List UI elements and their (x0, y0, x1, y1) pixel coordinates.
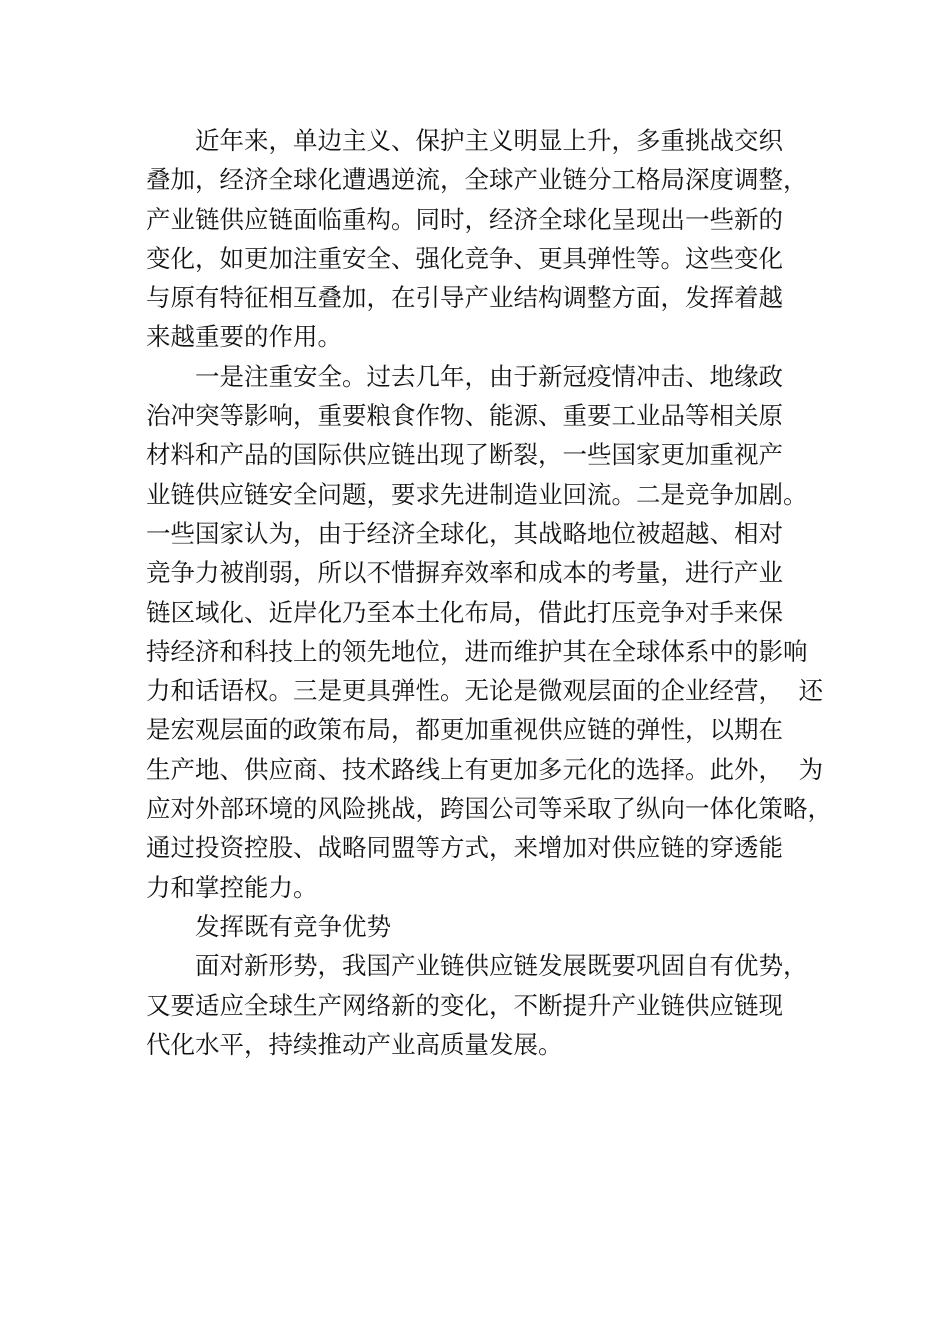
text-line: 链区域化、近岸化乃至本土化布局，借此打压竞争对手来保 (146, 597, 783, 627)
text-line: 变化，如更加注重安全、强化竞争、更具弹性等。这些变化 (146, 243, 783, 273)
text-line: 力和话语权。三是更具弹性。无论是微观层面的企业经营， 还 (146, 676, 824, 706)
section-heading (146, 907, 826, 946)
paragraph-trends (146, 357, 832, 907)
text-line: 持经济和科技上的领先地位，进而维护其在全球体系中的影响 (146, 636, 808, 666)
text-line: 通过投资控股、战略同盟等方式，来增加对供应链的穿透能 (146, 833, 783, 863)
text-line: 又要适应全球生产网络新的变化，不断提升产业链供应链现 (146, 990, 783, 1020)
text-line: 是宏观层面的政策布局，都更加重视供应链的弹性，以期在 (146, 715, 783, 745)
text-line: 面对新形势，我国产业链供应链发展既要巩固自有优势， (195, 951, 808, 981)
text-line: 叠加，经济全球化遭遇逆流，全球产业链分工格局深度调整， (146, 165, 808, 195)
text-line: 与原有特征相互叠加，在引导产业结构调整方面，发挥着越 (146, 283, 783, 313)
section-heading-text: 发挥既有竞争优势 (195, 911, 391, 941)
text-line: 来越重要的作用。 (146, 322, 342, 352)
text-line: 近年来，单边主义、保护主义明显上升，多重挑战交织 (195, 126, 783, 155)
text-line: 代化水平，持续推动产业高质量发展。 (146, 1029, 563, 1059)
text-line: 治冲突等影响，重要粮食作物、能源、重要工业品等相关原 (146, 401, 783, 431)
paragraph-conclusion (146, 946, 826, 1064)
text-line: 生产地、供应商、技术路线上有更加多元化的选择。此外， 为 (146, 754, 824, 784)
text-line: 竞争力被削弱，所以不惜摒弃效率和成本的考量，进行产业 (146, 558, 783, 588)
text-line: 产业链供应链面临重构。同时，经济全球化呈现出一些新的 (146, 204, 783, 234)
text-line: 材料和产品的国际供应链出现了断裂，一些国家更加重视产 (146, 440, 783, 470)
text-line: 力和掌控能力。 (146, 872, 318, 902)
text-line: 应对外部环境的风险挑战，跨国公司等采取了纵向一体化策略， (146, 794, 832, 824)
text-line: 一是注重安全。过去几年，由于新冠疫情冲击、地缘政 (195, 361, 783, 391)
text-line: 业链供应链安全问题，要求先进制造业回流。二是竞争加剧。 (146, 479, 808, 509)
paragraph-intro (146, 121, 826, 357)
text-line: 一些国家认为，由于经济全球化，其战略地位被超越、相对 (146, 518, 783, 548)
document-body (146, 121, 832, 1064)
